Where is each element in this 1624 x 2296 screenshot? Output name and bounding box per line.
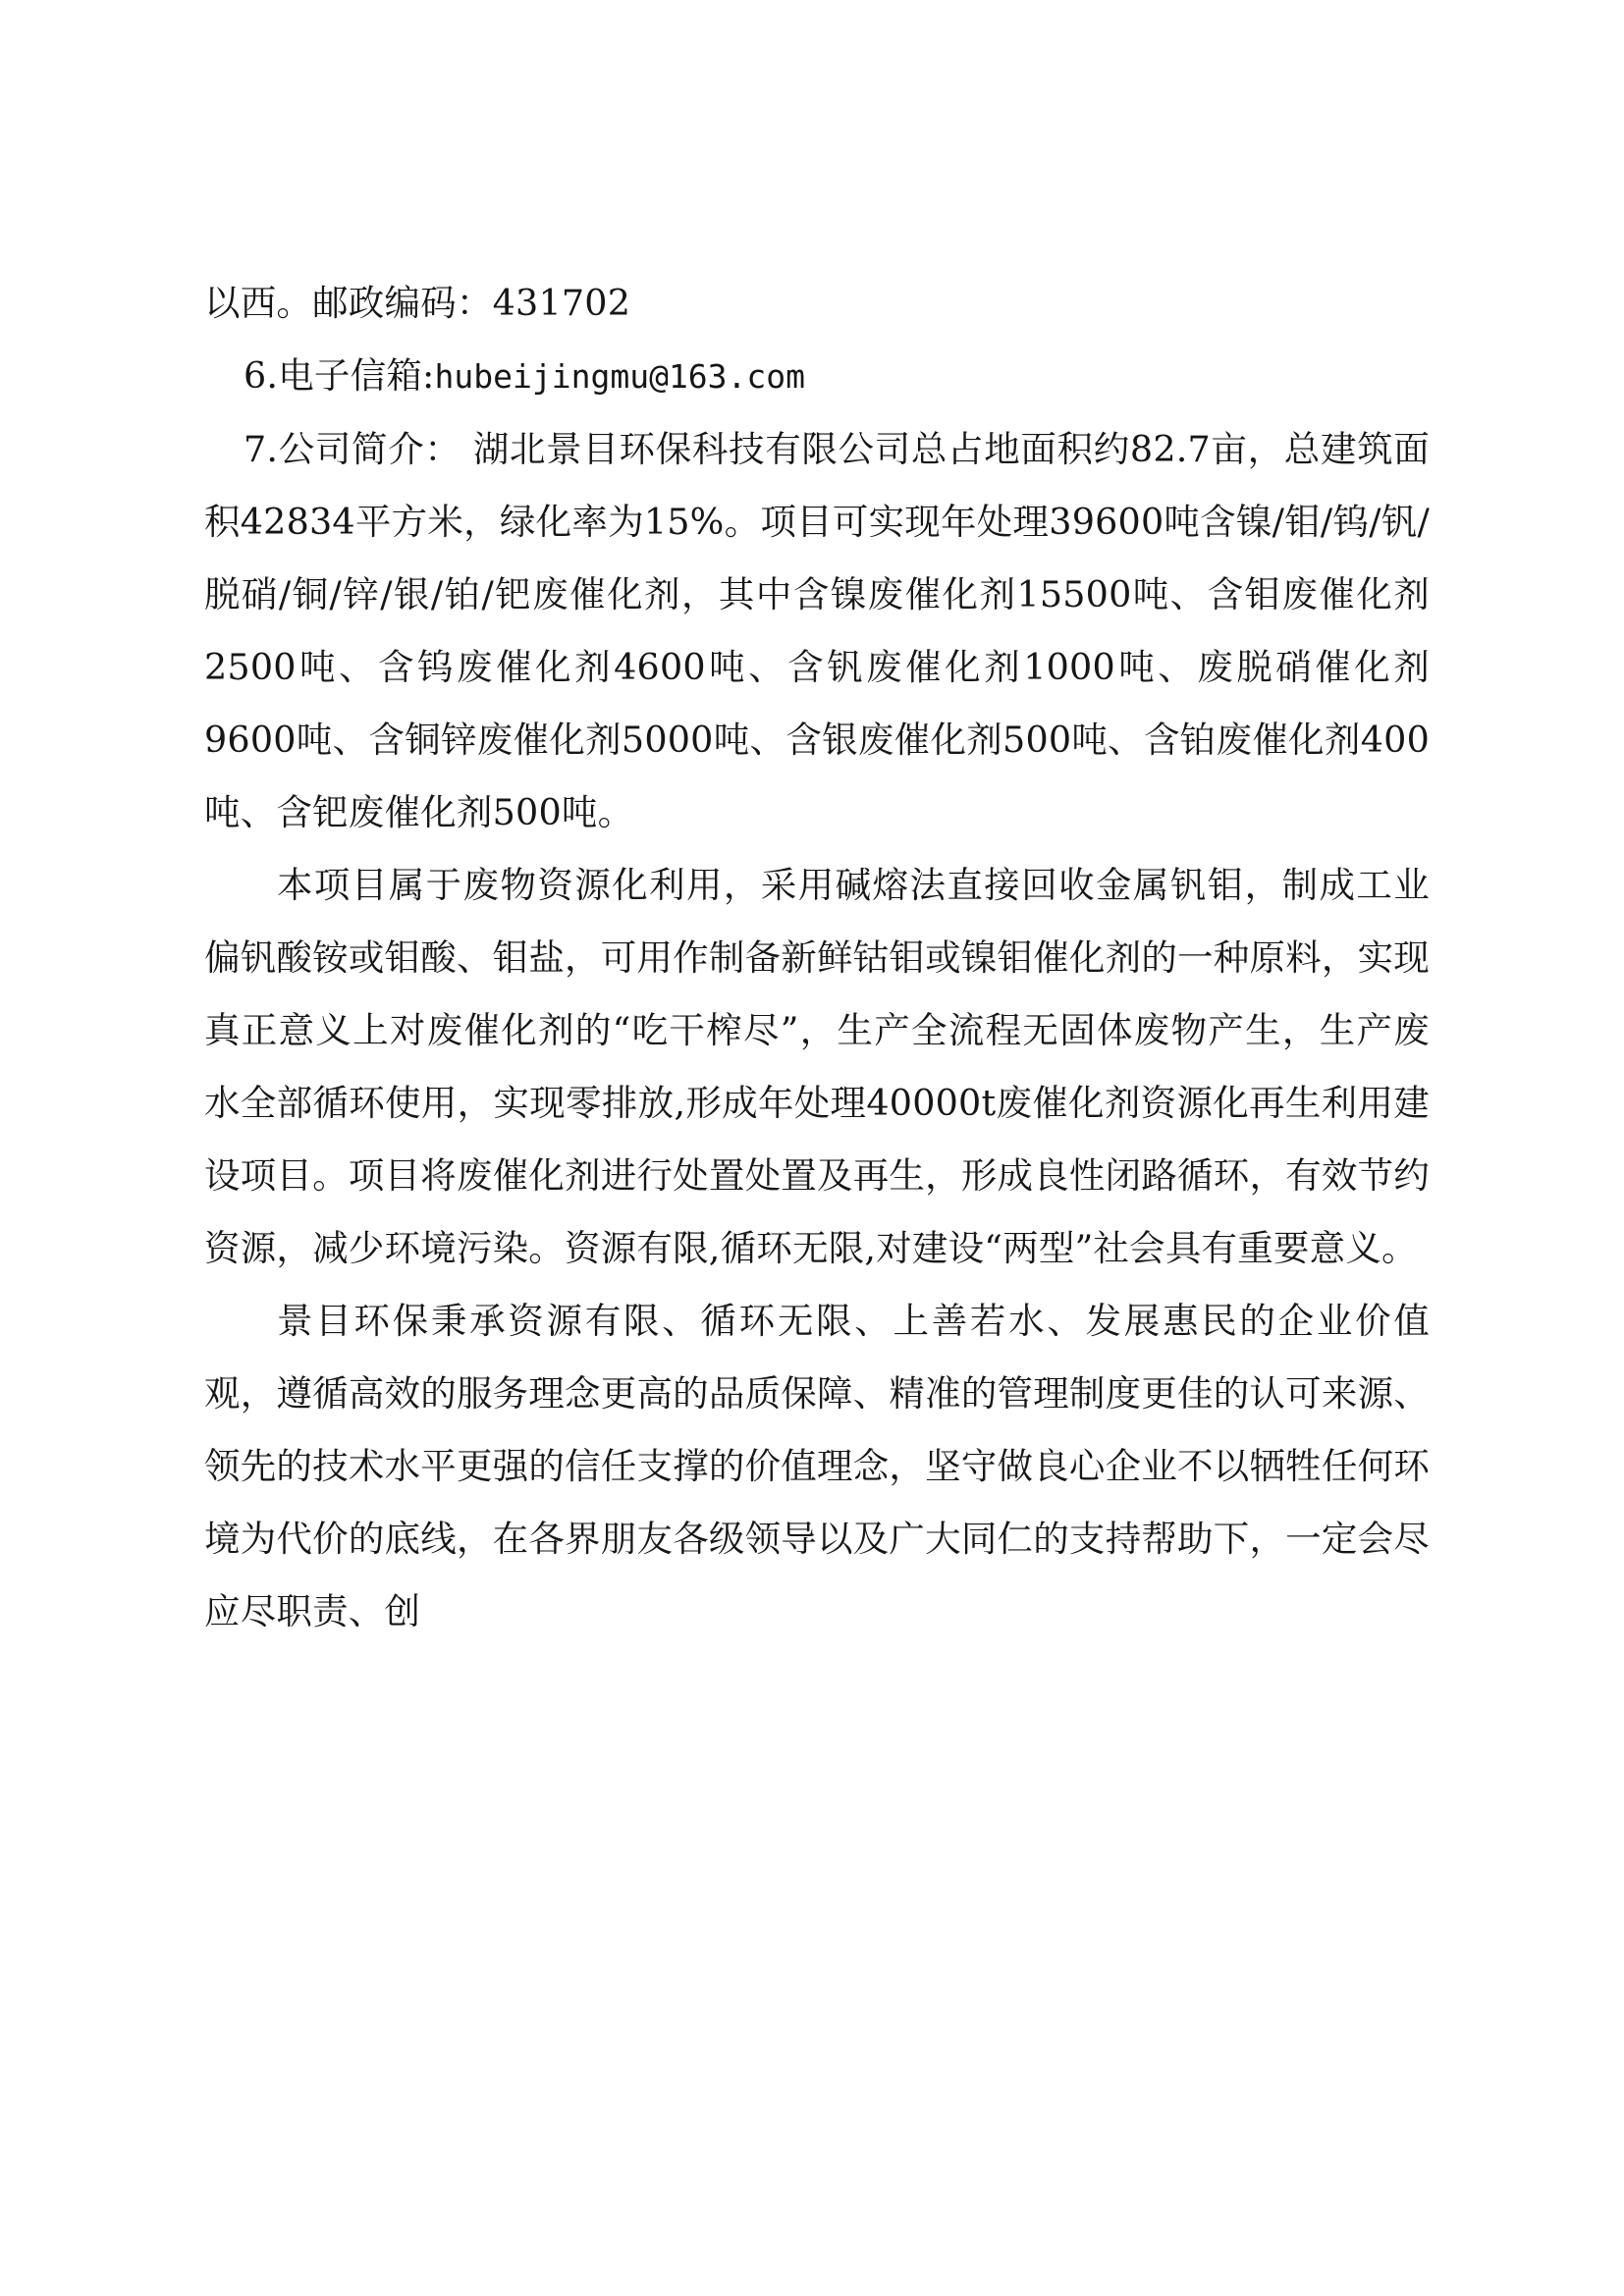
email-value: hubeijingmu@163.com (434, 357, 806, 396)
address-postcode-line: 以西。邮政编码：431702 (204, 282, 631, 324)
email-label: 6.电子信箱: (244, 354, 435, 397)
company-profile-paragraph: 7.公司简介： 湖北景目环保科技有限公司总占地面积约82.7亩，总建筑面积42834平方米，绿化率为15%。项目可实现年处理39600吨含镍/钼/钨/钒/脱硝/铜/锌/银/铂/钯废催化剂，其中含镍废催化剂15500吨、含钼废催化剂2500吨、含钨废催化剂4600吨、含钒废催化剂1000吨、废脱硝催化剂9600吨、含铜锌废催化剂5000吨、含银废催化剂500吨、含铂废催化剂400吨、含钯废催化剂500吨。 (204, 428, 1430, 833)
project-description-paragraph: 本项目属于废物资源化利用，采用碱熔法直接回收金属钒钼，制成工业偏钒酸铵或钼酸、钼盐，可用作制备新鲜钴钼或镍钼催化剂的一种原料，实现真正意义上对废催化剂的“吃干榨尽”，生产全流程无固体废物产生，生产废水全部循环使用，实现零排放,形成年处理40000t废催化剂资源化再生利用建设项目。项目将废催化剂进行处置处置及再生，形成良性闭路循环，有效节约资源，减少环境污染。资源有限,循环无限,对建设“两型”社会具有重要意义。 (204, 864, 1430, 1269)
email-line (204, 340, 1430, 413)
company-values-paragraph: 景目环保秉承资源有限、循环无限、上善若水、发展惠民的企业价值观，遵循高效的服务理念更高的品质保障、精准的管理制度更佳的认可来源、领先的技术水平更强的信任支撑的价值理念，坚守做良心企业不以牺牲任何环境为代价的底线，在各界朋友各级领导以及广大同仁的支持帮助下，一定会尽应尽职责、创 (204, 1300, 1430, 1632)
page-content (204, 267, 1430, 1648)
